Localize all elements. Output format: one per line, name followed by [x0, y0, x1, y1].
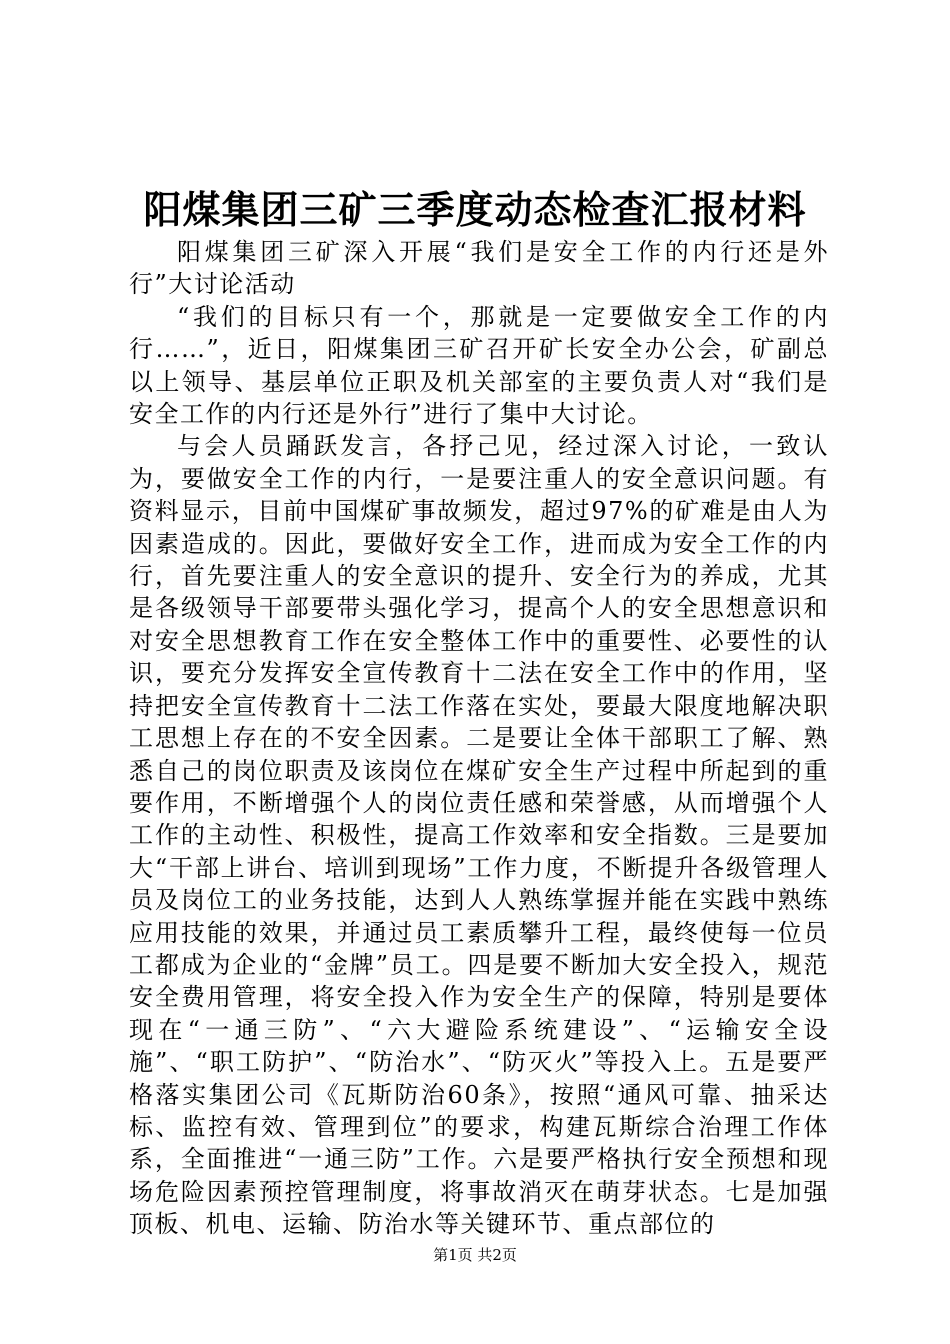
paragraph-meeting-intro: “我们的目标只有一个，那就是一定要做安全工作的内行……”，近日，阳煤集团三矿召开矿长安全办公会，矿副总以上领导、基层单位正职及机关部室的主要负责人对“我们是安全工作的内行还是外行”进行了集中大讨论。 — [129, 302, 829, 429]
paragraph-discussion-points: 与会人员踊跃发言，各抒己见，经过深入讨论，一致认为，要做安全工作的内行，一是要注重人的安全意识问题。有资料显示，目前中国煤矿事故频发，超过97%的矿难是由人为因素造成的。因此，要做好安全工作，进而成为安全工作的内行，首先要注重人的安全意识的提升、安全行为的养成，尤其是各级领导干部要带头强化学习，提高个人的安全思想意识和对安全思想教育工作在安全整体工作中的重要性、必要性的认识，要充分发挥安全宣传教育十二法在安全工作中的作用，坚持把安全宣传教育十二法工作落在实处，要最大限度地解决职工思想上存在的不安全因素。二是要让全体干部职工了解、熟悉自己的岗位职责及该岗位在煤矿安全生产过程中所起到的重要作用，不断增强个人的岗位责任感和荣誉感，从而增强个人工作的主动性、积极性，提高工作效率和安全指数。三是要加大“干部上讲台、培训到现场”工作力度，不断提升各级管理人员及岗位工的业务技能，达到人人熟练掌握并能在实践中熟练应用技能的效果，并通过员工素质攀升工程，最终使每一位员工都成为企业的“金牌”员工。四是要不断加大安全投入，规范安全费用管理，将安全投入作为安全生产的保障，特别是要体现在“一通三防”、“六大避险系统建设”、“运输安全设施”、“职工防护”、“防治水”、“防灭火”等投入上。五是要严格落实集团公司《瓦斯防治60条》，按照“通风可靠、抽采达标、监控有效、管理到位”的要求，构建瓦斯综合治理工作体系，全面推进“一通三防”工作。六是要严格执行安全预想和现场危险因素预控管理制度，将事故消灭在萌芽状态。七是加强顶板、机电、运输、防治水等关键环节、重点部位的 — [129, 432, 829, 1239]
page-title: 阳煤集团三矿三季度动态检查汇报材料 — [143, 187, 807, 232]
paragraph-activity-heading: 阳煤集团三矿深入开展“我们是安全工作的内行还是外行”大讨论活动 — [129, 238, 829, 299]
page-indicator: 第1页 共2页 — [433, 1246, 517, 1264]
document-body — [129, 236, 829, 1241]
